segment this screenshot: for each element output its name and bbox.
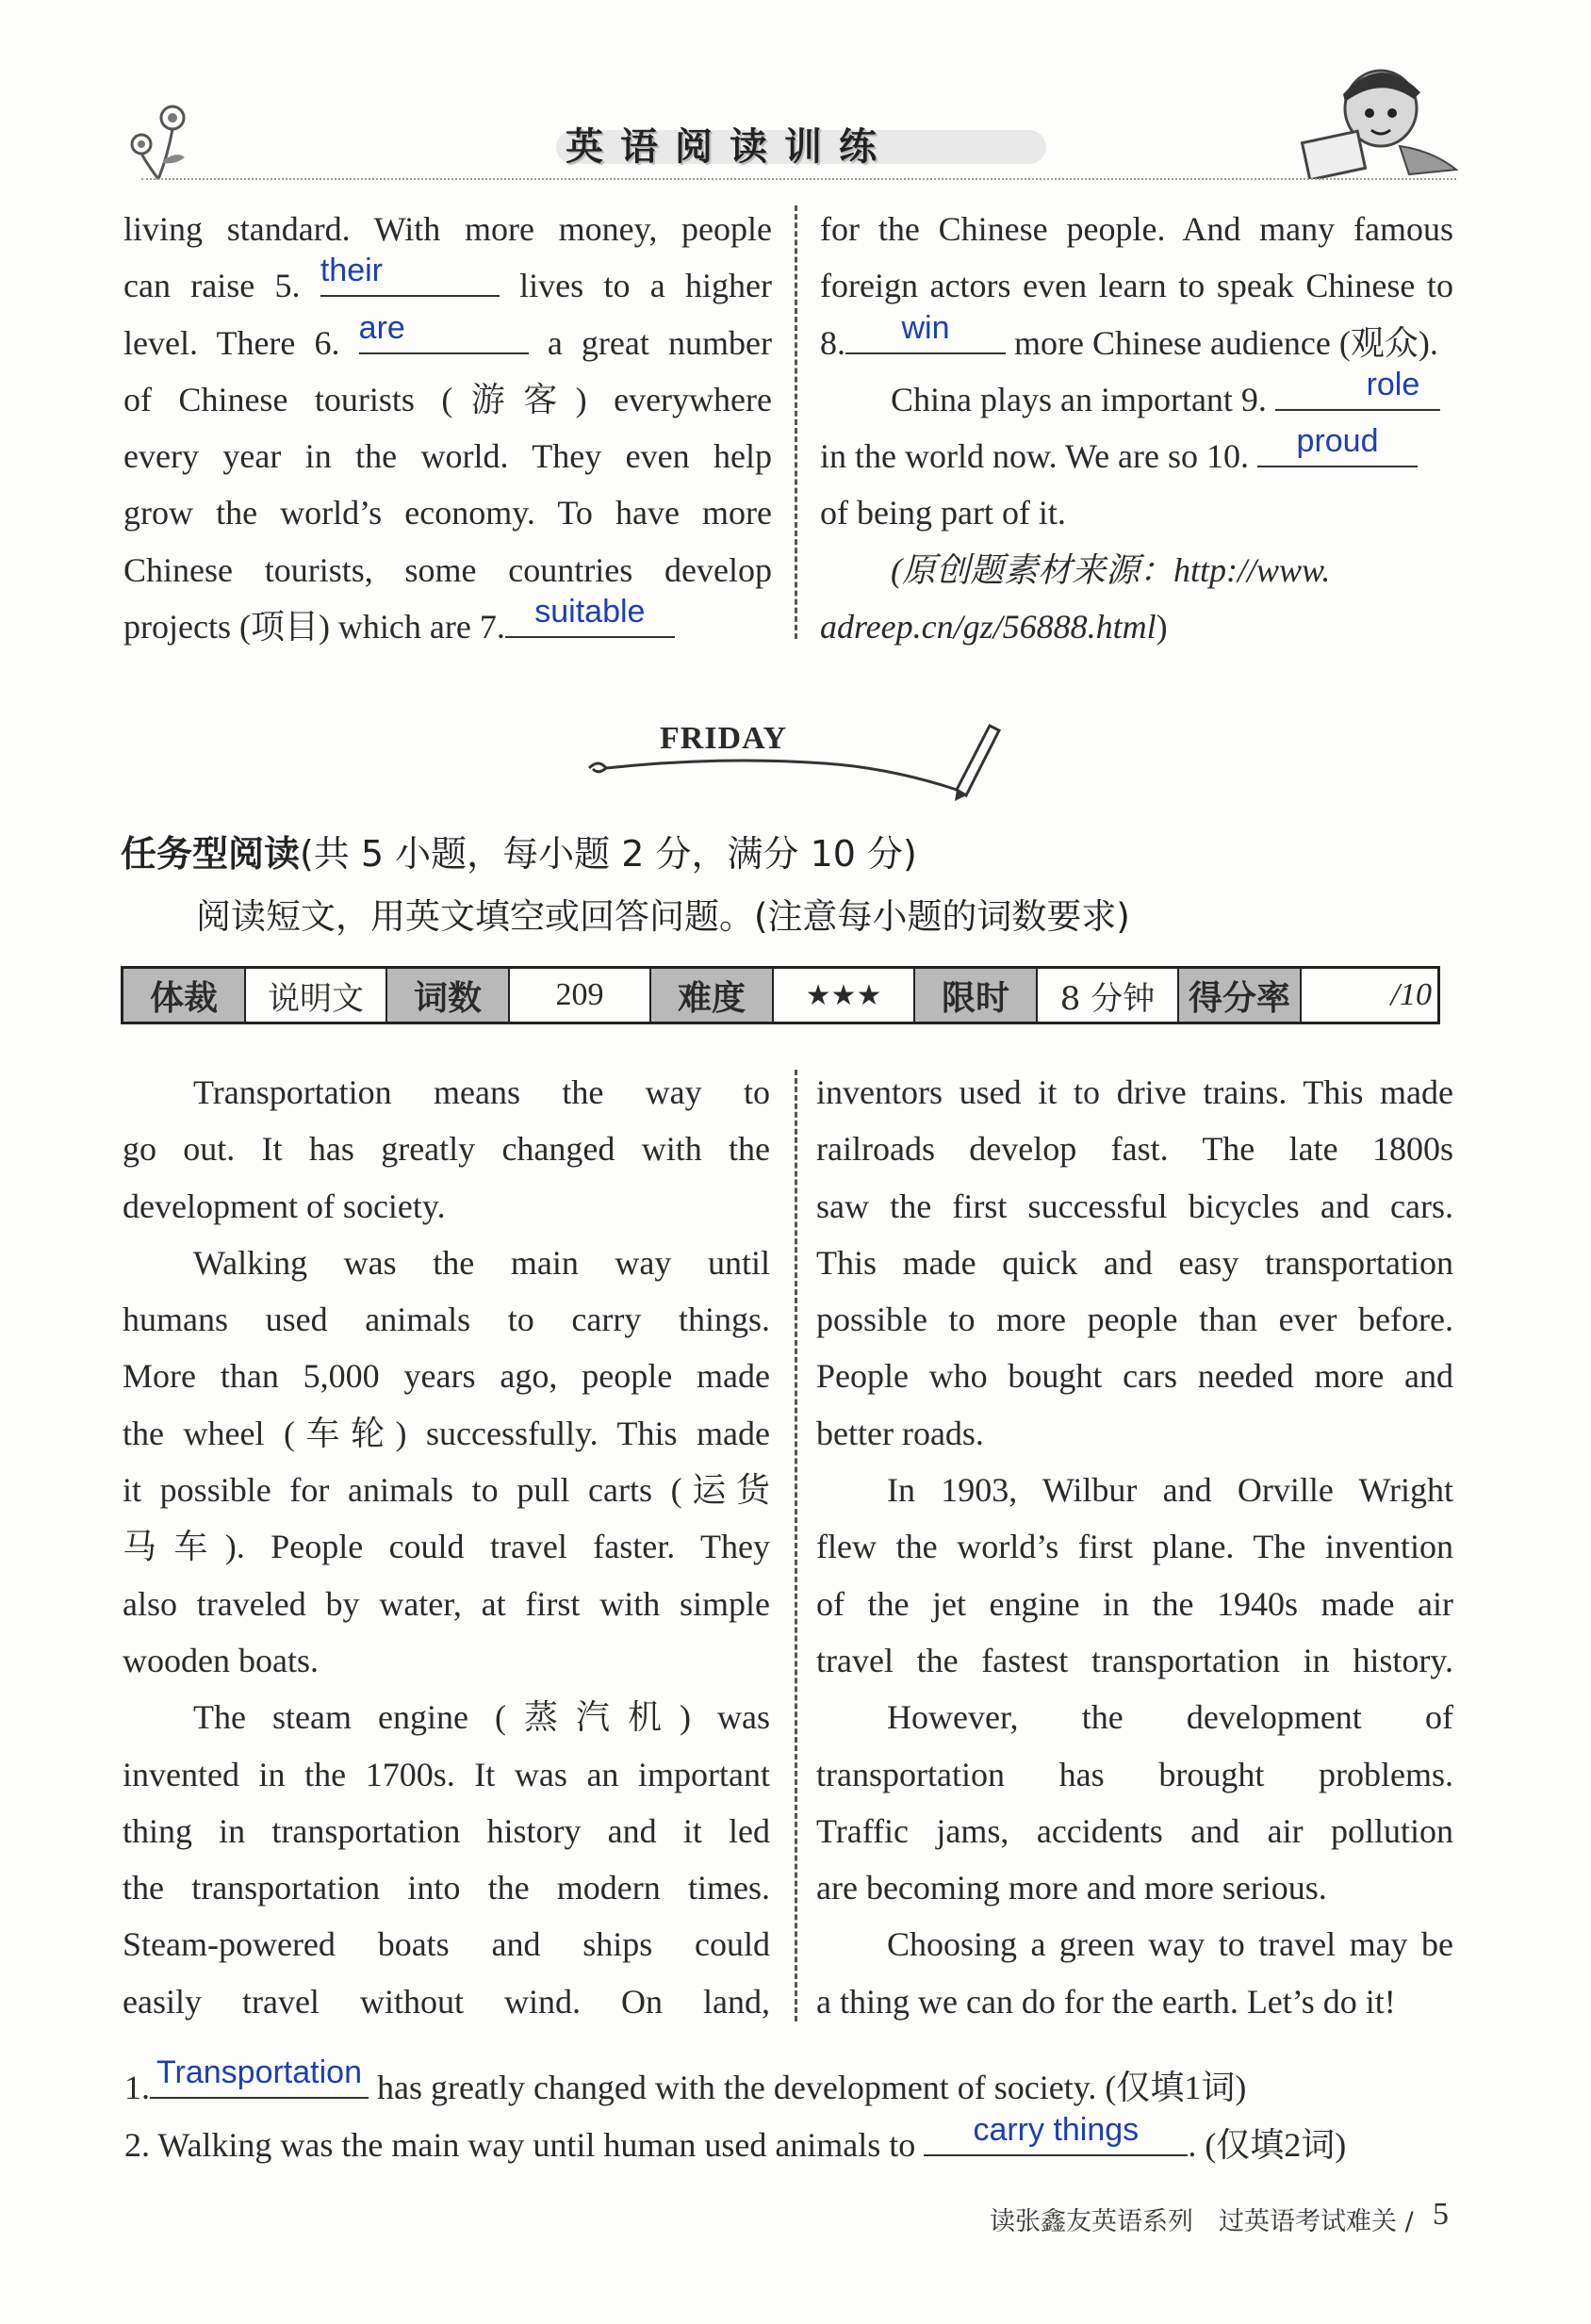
text-line: a thing we can do for the earth. Let’s do it! bbox=[816, 1982, 1396, 2021]
text-line: inventors used it to drive trains. This made bbox=[816, 1073, 1453, 1111]
text-line: the wheel (车轮) successfully. This made bbox=[123, 1414, 770, 1452]
text-line: travel the fastest transportation in history. bbox=[816, 1641, 1453, 1679]
time-value: 8 分钟 bbox=[1038, 969, 1179, 1022]
text-line: People who bought cars needed more and bbox=[816, 1357, 1453, 1396]
top-right-column bbox=[820, 201, 1453, 655]
text-line: Steam-powered boats and ships could bbox=[123, 1925, 770, 1964]
text-line: Chinese tourists, some countries develop bbox=[123, 550, 772, 589]
text-line: of being part of it. bbox=[820, 494, 1066, 532]
text-line: Transportation means the way to bbox=[193, 1073, 770, 1111]
text-line: China plays an important 9. role bbox=[820, 371, 1453, 428]
column-divider bbox=[795, 1070, 797, 2021]
q2-answer: carry things bbox=[973, 2112, 1140, 2148]
info-table bbox=[121, 966, 1440, 1024]
header-rule bbox=[141, 178, 1456, 180]
text-line: foreign actors even learn to speak Chinese to bbox=[820, 267, 1453, 305]
answer-5: their bbox=[320, 253, 383, 289]
header-title: 英语阅读训练 bbox=[566, 125, 894, 169]
answer-9: role bbox=[1366, 366, 1420, 402]
source-line: (原创题素材来源：http://www. bbox=[891, 550, 1331, 589]
q1-blank[interactable] bbox=[150, 2054, 369, 2099]
words-label: 词数 bbox=[387, 969, 510, 1022]
text-line: Choosing a green way to travel may be bbox=[887, 1925, 1453, 1964]
friday-heading: FRIDAY bbox=[660, 721, 788, 756]
q2-blank[interactable] bbox=[924, 2112, 1188, 2156]
answer-10: proud bbox=[1296, 423, 1379, 460]
text-line: level. There 6. are a great number bbox=[123, 309, 772, 362]
text-line: are becoming more and more serious. bbox=[816, 1869, 1327, 1907]
q1-answer: Transportation bbox=[156, 2054, 362, 2090]
text-line: can raise 5. their lives to a higher bbox=[123, 253, 773, 305]
difficulty-stars: ★★★ bbox=[774, 969, 915, 1022]
text-line: flew the world’s first plane. The invention bbox=[816, 1528, 1453, 1566]
blank-9[interactable] bbox=[1275, 366, 1440, 411]
text-line: More than 5,000 years ago, people made bbox=[123, 1357, 770, 1396]
text-line: for the Chinese people. And many famous bbox=[820, 210, 1453, 248]
text-line: The steam engine (蒸汽机) was bbox=[193, 1698, 770, 1737]
question-1: 1. Transportation has greatly changed with the development of society. (仅填1词) bbox=[124, 2054, 1247, 2106]
blank-7[interactable] bbox=[505, 594, 675, 638]
text-line: possible to more people than ever before. bbox=[816, 1301, 1453, 1339]
answer-8: win bbox=[901, 309, 950, 346]
section-title: 任务型阅读(共 5 小题，每小题 2 分，满分 10 分) bbox=[121, 833, 917, 875]
text-line: transportation has brought problems. bbox=[816, 1755, 1453, 1793]
column-divider bbox=[795, 205, 797, 639]
text-line: living standard. With more money, people bbox=[123, 210, 772, 248]
text-line: the transportation into the modern times. bbox=[123, 1869, 770, 1907]
text-line: 8. win more Chinese audience (观众). bbox=[820, 309, 1438, 362]
footer-series: 读张鑫友英语系列 过英语考试难关 / bbox=[990, 2207, 1414, 2236]
genre-value: 说明文 bbox=[246, 969, 387, 1022]
genre-label: 体裁 bbox=[123, 969, 246, 1022]
blank-5[interactable] bbox=[320, 253, 500, 297]
text-line: 马车). People could travel faster. They bbox=[123, 1528, 770, 1566]
text-line: better roads. bbox=[816, 1414, 984, 1452]
section-instruction: 阅读短文，用英文填空或回答问题。(注意每小题的词数要求) bbox=[196, 896, 1130, 937]
pen-flourish-icon bbox=[580, 716, 1004, 810]
answer-7: suitable bbox=[534, 594, 646, 630]
text-line: go out. It has greatly changed with the bbox=[123, 1130, 770, 1169]
blank-8[interactable] bbox=[845, 309, 1006, 354]
text-line: it possible for animals to pull carts (运货 bbox=[123, 1471, 771, 1510]
text-line: railroads develop fast. The late 1800s bbox=[816, 1130, 1453, 1169]
question-2: 2. Walking was the main way until human used animals to carry things . (仅填2词) bbox=[124, 2112, 1347, 2164]
score-label: 得分率 bbox=[1179, 969, 1302, 1022]
text-line: saw the first successful bicycles and cars. bbox=[816, 1187, 1453, 1225]
text-line: projects (项目) which are 7. suitable bbox=[123, 598, 772, 655]
text-line: development of society. bbox=[123, 1187, 446, 1225]
blank-10[interactable] bbox=[1257, 423, 1418, 467]
text-line: easily travel without wind. On land, bbox=[123, 1982, 770, 2021]
passage-left-column bbox=[123, 1064, 770, 2030]
text-line: Traffic jams, accidents and air pollution bbox=[816, 1811, 1453, 1850]
flower-icon bbox=[121, 99, 205, 184]
page-number: 5 bbox=[1433, 2197, 1449, 2232]
text-line: of Chinese tourists (游客) everywhere bbox=[123, 380, 772, 418]
text-line: in the world now. We are so 10. proud bbox=[820, 428, 1453, 484]
text-line: In 1903, Wilbur and Orville Wright bbox=[887, 1471, 1453, 1510]
text-line: However, the development of bbox=[887, 1698, 1453, 1737]
text-line: humans used animals to carry things. bbox=[123, 1301, 770, 1339]
passage-right-column bbox=[816, 1064, 1453, 2030]
words-value: 209 bbox=[510, 969, 651, 1022]
text-line: thing in transportation history and it led bbox=[123, 1811, 770, 1850]
time-label: 限时 bbox=[915, 969, 1038, 1022]
text-line: Walking was the main way until bbox=[193, 1243, 770, 1282]
source-link: adreep.cn/gz/56888.html) bbox=[820, 608, 1168, 646]
top-left-column bbox=[123, 201, 772, 655]
difficulty-label: 难度 bbox=[651, 969, 774, 1022]
reading-kid-icon bbox=[1268, 57, 1466, 179]
text-line: also traveled by water, at first with simple bbox=[123, 1584, 770, 1623]
blank-6[interactable] bbox=[358, 309, 529, 354]
answer-6: are bbox=[358, 309, 405, 346]
text-line: wooden boats. bbox=[123, 1641, 319, 1679]
text-line: every year in the world. They even help bbox=[123, 437, 772, 476]
text-line: grow the world’s economy. To have more bbox=[123, 494, 772, 532]
text-line: of the jet engine in the 1940s made air bbox=[816, 1584, 1453, 1623]
text-line: invented in the 1700s. It was an important bbox=[123, 1755, 770, 1793]
score-value: /10 bbox=[1390, 977, 1432, 1012]
text-line: This made quick and easy transportation bbox=[816, 1243, 1453, 1282]
